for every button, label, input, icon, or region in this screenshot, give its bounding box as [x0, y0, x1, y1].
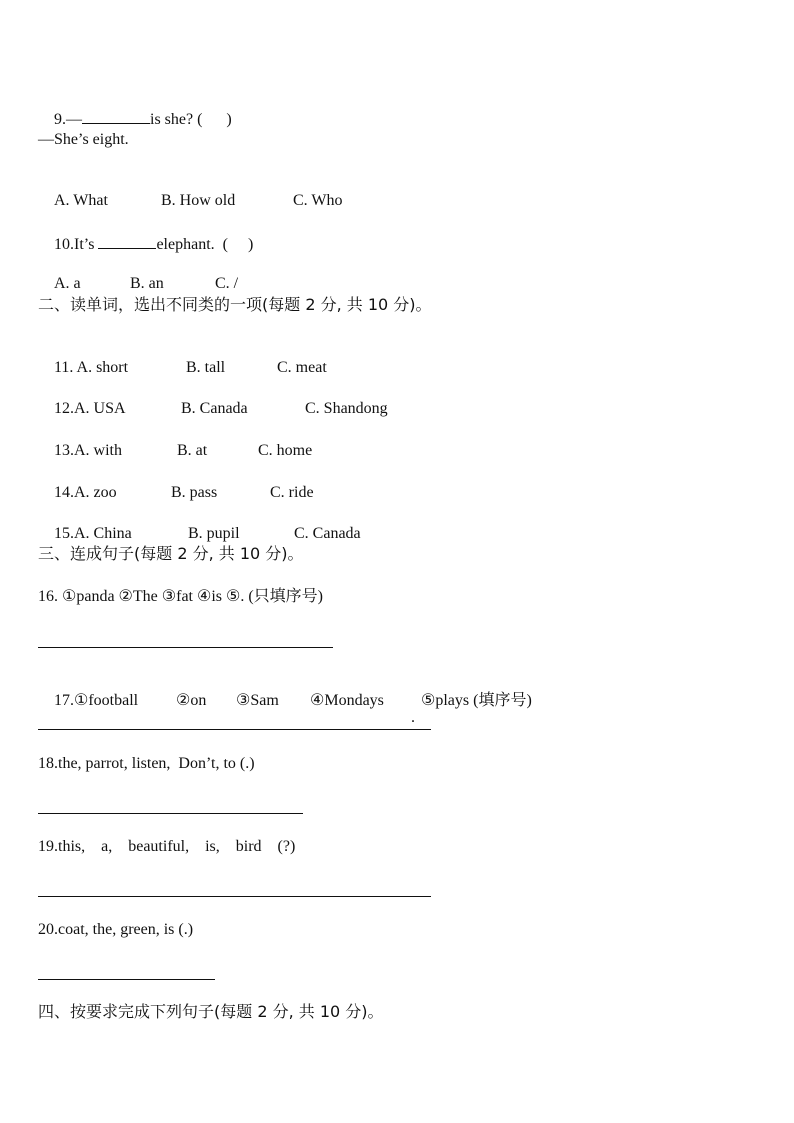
q17-word-4: ④Mondays — [310, 692, 384, 709]
q12-option-a[interactable]: 12.A. USA — [54, 400, 126, 417]
q17-word-1: 17.①football — [54, 692, 139, 709]
q9-option-c[interactable]: C. Who — [293, 192, 343, 209]
q18-answer-line[interactable] — [38, 813, 303, 814]
question-20: 20.coat, the, green, is (.) — [38, 921, 194, 938]
q11-option-a[interactable]: 11. A. short — [54, 359, 129, 376]
q17-word-3: ③Sam — [236, 692, 279, 709]
q11-option-b[interactable]: B. tall — [186, 359, 226, 376]
q10-option-c[interactable]: C. / — [215, 275, 239, 292]
q16-answer-line[interactable] — [38, 647, 333, 648]
q13-option-b[interactable]: B. at — [177, 442, 208, 459]
question-19: 19.this, a, beautiful, is, bird (?) — [38, 838, 296, 855]
q14-option-a[interactable]: 14.A. zoo — [54, 484, 117, 501]
q9-option-b[interactable]: B. How old — [161, 192, 236, 209]
question-17 — [38, 671, 532, 731]
q12-option-c[interactable]: C. Shandong — [305, 400, 388, 417]
q15-option-c[interactable]: C. Canada — [294, 525, 361, 542]
q14-option-b[interactable]: B. pass — [171, 484, 218, 501]
q9-blank[interactable] — [82, 108, 150, 124]
q13-option-c[interactable]: C. home — [258, 442, 313, 459]
q9-option-a[interactable]: A. What — [54, 192, 108, 209]
q12-option-b[interactable]: B. Canada — [181, 400, 248, 417]
q10-prefix: 10.It’s — [54, 236, 99, 253]
q17-word-5: ⑤plays (填序号) — [421, 692, 532, 709]
section-4-title: 四、按要求完成下列句子(每题 2 分, 共 10 分)。 — [38, 1002, 384, 1021]
q17-word-2: ②on — [176, 692, 207, 709]
section-3-title: 三、连成句子(每题 2 分, 共 10 分)。 — [38, 544, 304, 563]
q9-prefix: 9.— — [54, 111, 82, 128]
q20-answer-line[interactable] — [38, 979, 215, 980]
q15-option-a[interactable]: 15.A. China — [54, 525, 132, 542]
q13-option-a[interactable]: 13.A. with — [54, 442, 122, 459]
q10-blank[interactable] — [98, 233, 156, 249]
q10-option-a[interactable]: A. a — [54, 275, 81, 292]
section-2-title: 二、读单词，选出不同类的一项(每题 2 分, 共 10 分)。 — [38, 295, 432, 314]
question-18: 18.the, parrot, listen, Don’t, to (.) — [38, 755, 255, 772]
q10-suffix: elephant. ( ) — [156, 236, 254, 253]
q15-option-b[interactable]: B. pupil — [188, 525, 240, 542]
q10-option-b[interactable]: B. an — [130, 275, 164, 292]
question-16: 16. ①panda ②The ③fat ④is ⑤. (只填序号) — [38, 588, 324, 605]
q17-period: . — [411, 709, 415, 726]
q14-option-c[interactable]: C. ride — [270, 484, 314, 501]
q9-answer-line: —She’s eight. — [38, 131, 129, 148]
q19-answer-line[interactable] — [38, 896, 431, 897]
q9-suffix: is she? ( ) — [150, 111, 232, 128]
q17-answer-line[interactable] — [38, 729, 431, 730]
q11-option-c[interactable]: C. meat — [277, 359, 327, 376]
